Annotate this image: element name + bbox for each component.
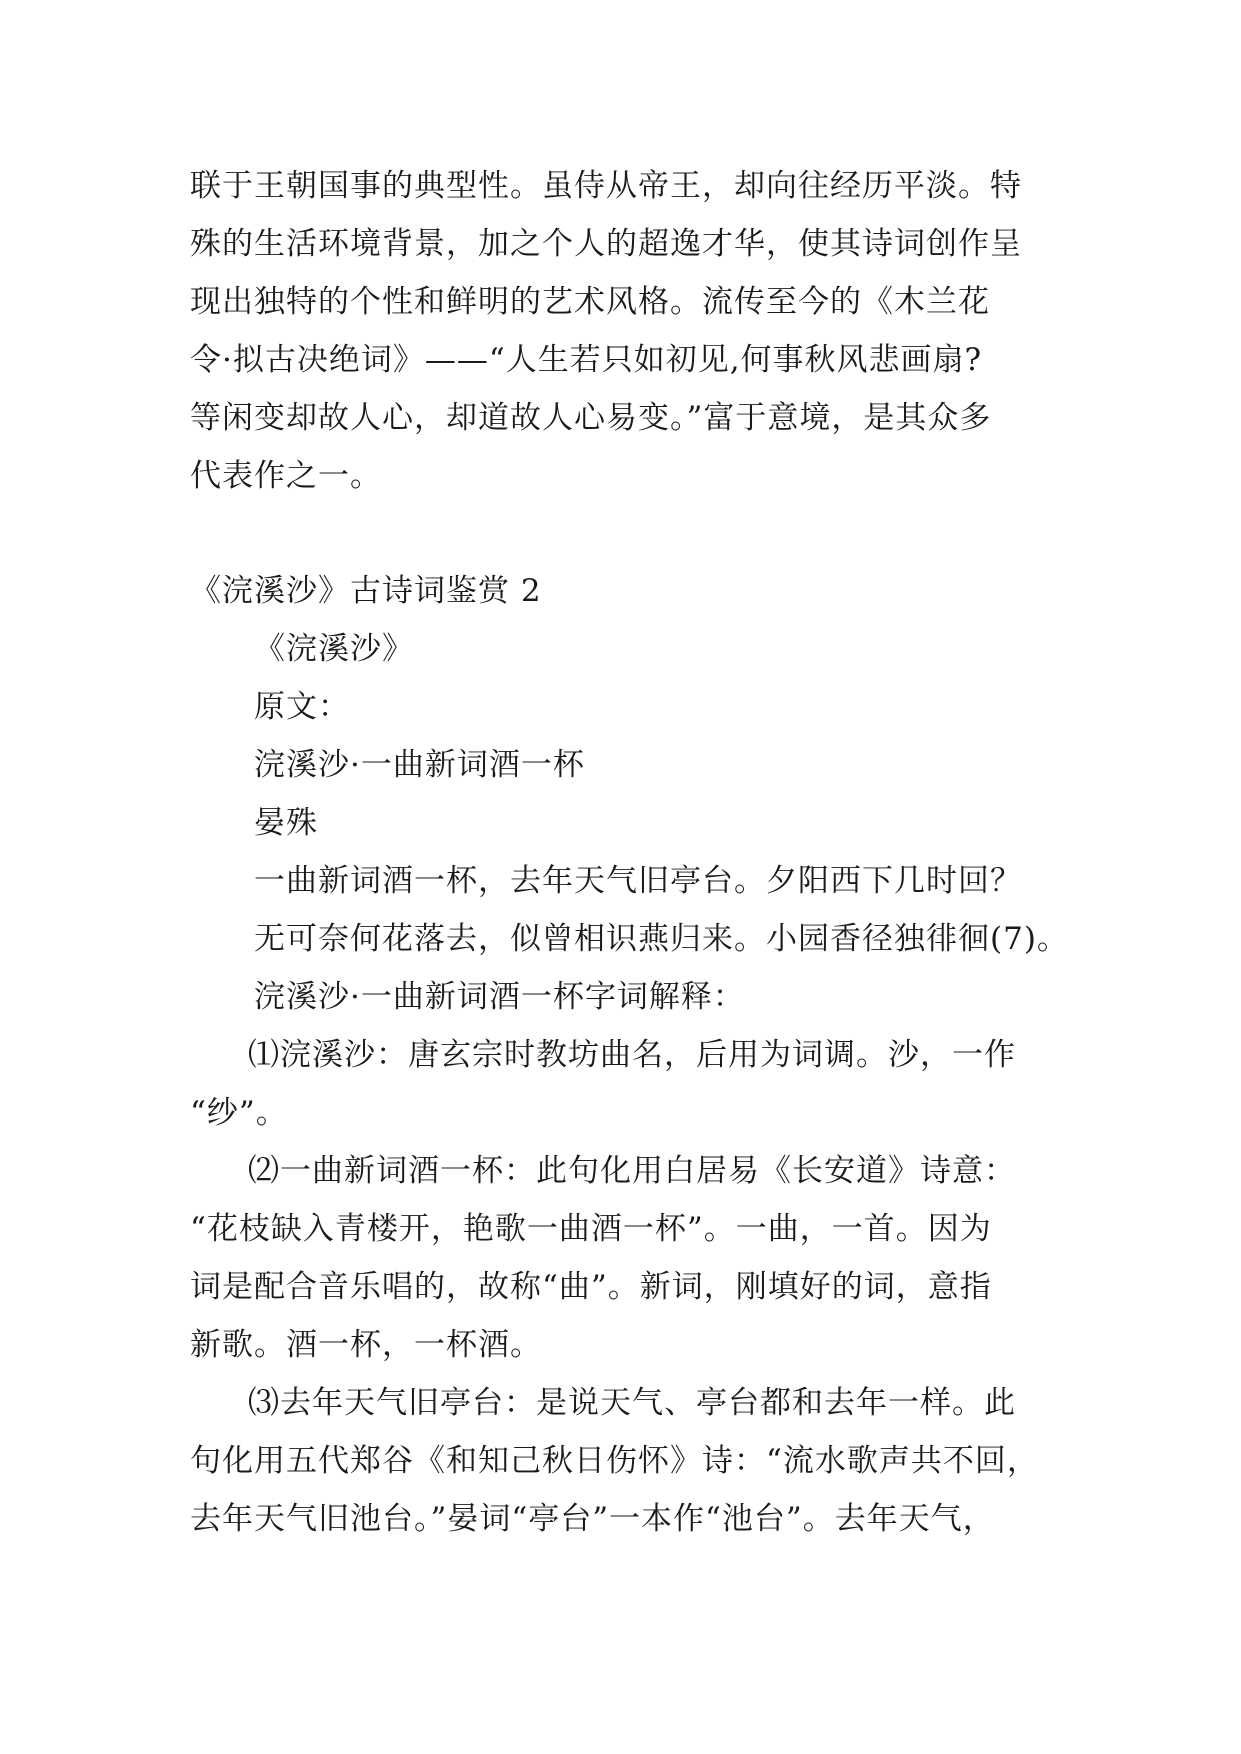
paragraph-line: 等闲变却故人心，却道故人心易变。”富于意境，是其众多 <box>190 400 992 436</box>
paragraph-line: 代表作之一。 <box>190 458 382 494</box>
poem-title: 《浣溪沙》 <box>254 631 414 667</box>
note-line: 词是配合音乐唱的，故称“曲”。新词，刚填好的词，意指 <box>190 1269 992 1305</box>
poem-section <box>190 562 1069 1548</box>
note-line: “纱”。 <box>190 1095 288 1131</box>
section-heading: 《浣溪沙》古诗词鉴赏 2 <box>190 573 542 609</box>
paragraph-line: 令·拟古决绝词》——“人生若只如初见,何事秋风悲画扇? <box>190 342 983 378</box>
note-line: ⑴浣溪沙：唐玄宗时教坊曲名，后用为词调。沙，一作 <box>248 1037 1016 1073</box>
original-label: 原文： <box>254 689 350 725</box>
paragraph-line: 现出独特的个性和鲜明的艺术风格。流传至今的《木兰花 <box>190 284 990 320</box>
poem-subtitle: 浣溪沙·一曲新词酒一杯 <box>254 747 585 783</box>
note-line: ⑵一曲新词酒一杯：此句化用白居易《长安道》诗意： <box>248 1153 1016 1189</box>
note-line: ⑶去年天气旧亭台：是说天气、亭台都和去年一样。此 <box>248 1385 1016 1421</box>
intro-paragraph <box>190 157 1050 505</box>
note-line: 去年天气旧池台。”晏词“亭台”一本作“池台”。去年天气， <box>190 1501 995 1537</box>
paragraph-line: 联于王朝国事的典型性。虽侍从帝王，却向往经历平淡。特 <box>190 168 1022 204</box>
poem-line: 一曲新词酒一杯，去年天气旧亭台。夕阳西下几时回？ <box>254 863 1022 899</box>
poem-line: 无可奈何花落去，似曾相识燕归来。小园香径独徘徊(7)。 <box>254 921 1069 957</box>
poem-author: 晏殊 <box>254 805 318 841</box>
paragraph-line: 殊的生活环境背景，加之个人的超逸才华，使其诗词创作呈 <box>190 226 1022 262</box>
note-line: 新歌。酒一杯，一杯酒。 <box>190 1327 542 1363</box>
note-line: “花枝缺入青楼开，艳歌一曲酒一杯”。一曲，一首。因为 <box>190 1211 992 1247</box>
notes-heading: 浣溪沙·一曲新词酒一杯字词解释： <box>254 979 745 1015</box>
note-line: 句化用五代郑谷《和知己秋日伤怀》诗：“流水歌声共不回， <box>190 1443 1039 1479</box>
